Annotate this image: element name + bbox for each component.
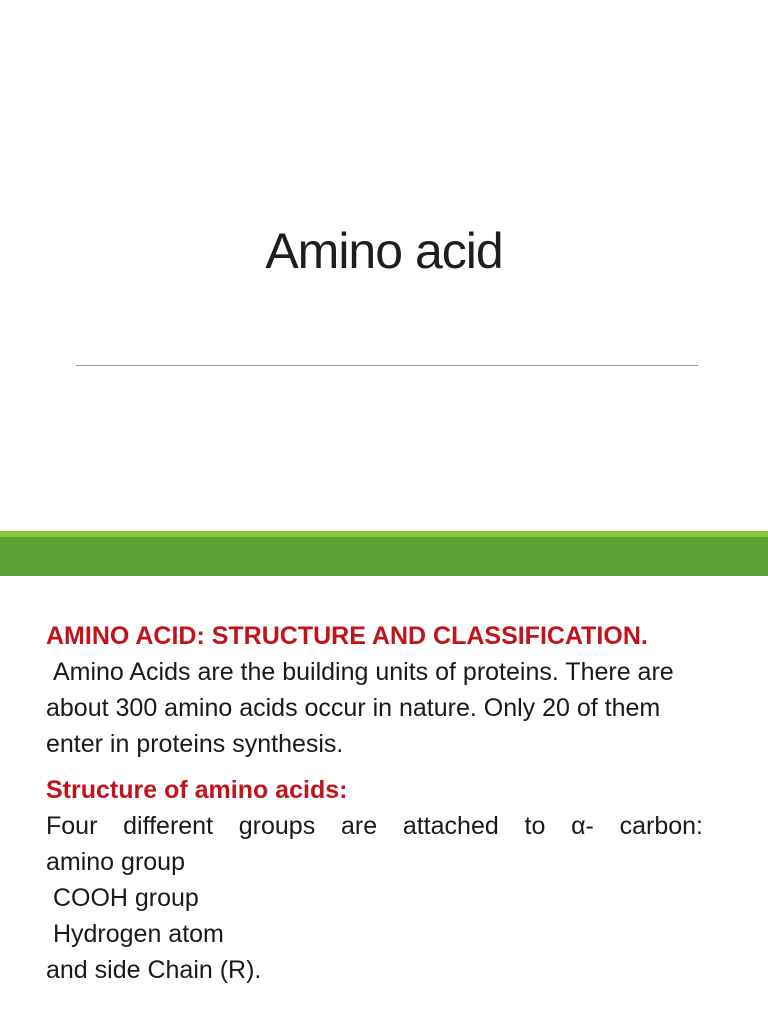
section-heading: AMINO ACID: STRUCTURE AND CLASSIFICATION. <box>46 622 648 650</box>
slide-divider-dark-band <box>0 537 768 576</box>
group-item: Hydrogen atom <box>46 920 224 948</box>
content-slide <box>46 618 703 988</box>
intro-paragraph: Amino Acids are the building units of proteins. There are about 300 amino acids occur in nature. Only 20 of them enter in proteins synthesis. <box>46 658 681 758</box>
spacer <box>46 762 703 772</box>
group-item: amino group <box>46 848 185 876</box>
structure-heading: Structure of amino acids: <box>46 776 348 804</box>
slide-title: Amino acid <box>265 223 503 279</box>
group-item: COOH group <box>46 884 199 912</box>
group-item: and side Chain (R). <box>46 956 262 984</box>
structure-lead: Four different groups are attached to α- carbon: <box>46 812 703 840</box>
title-divider <box>76 365 698 366</box>
